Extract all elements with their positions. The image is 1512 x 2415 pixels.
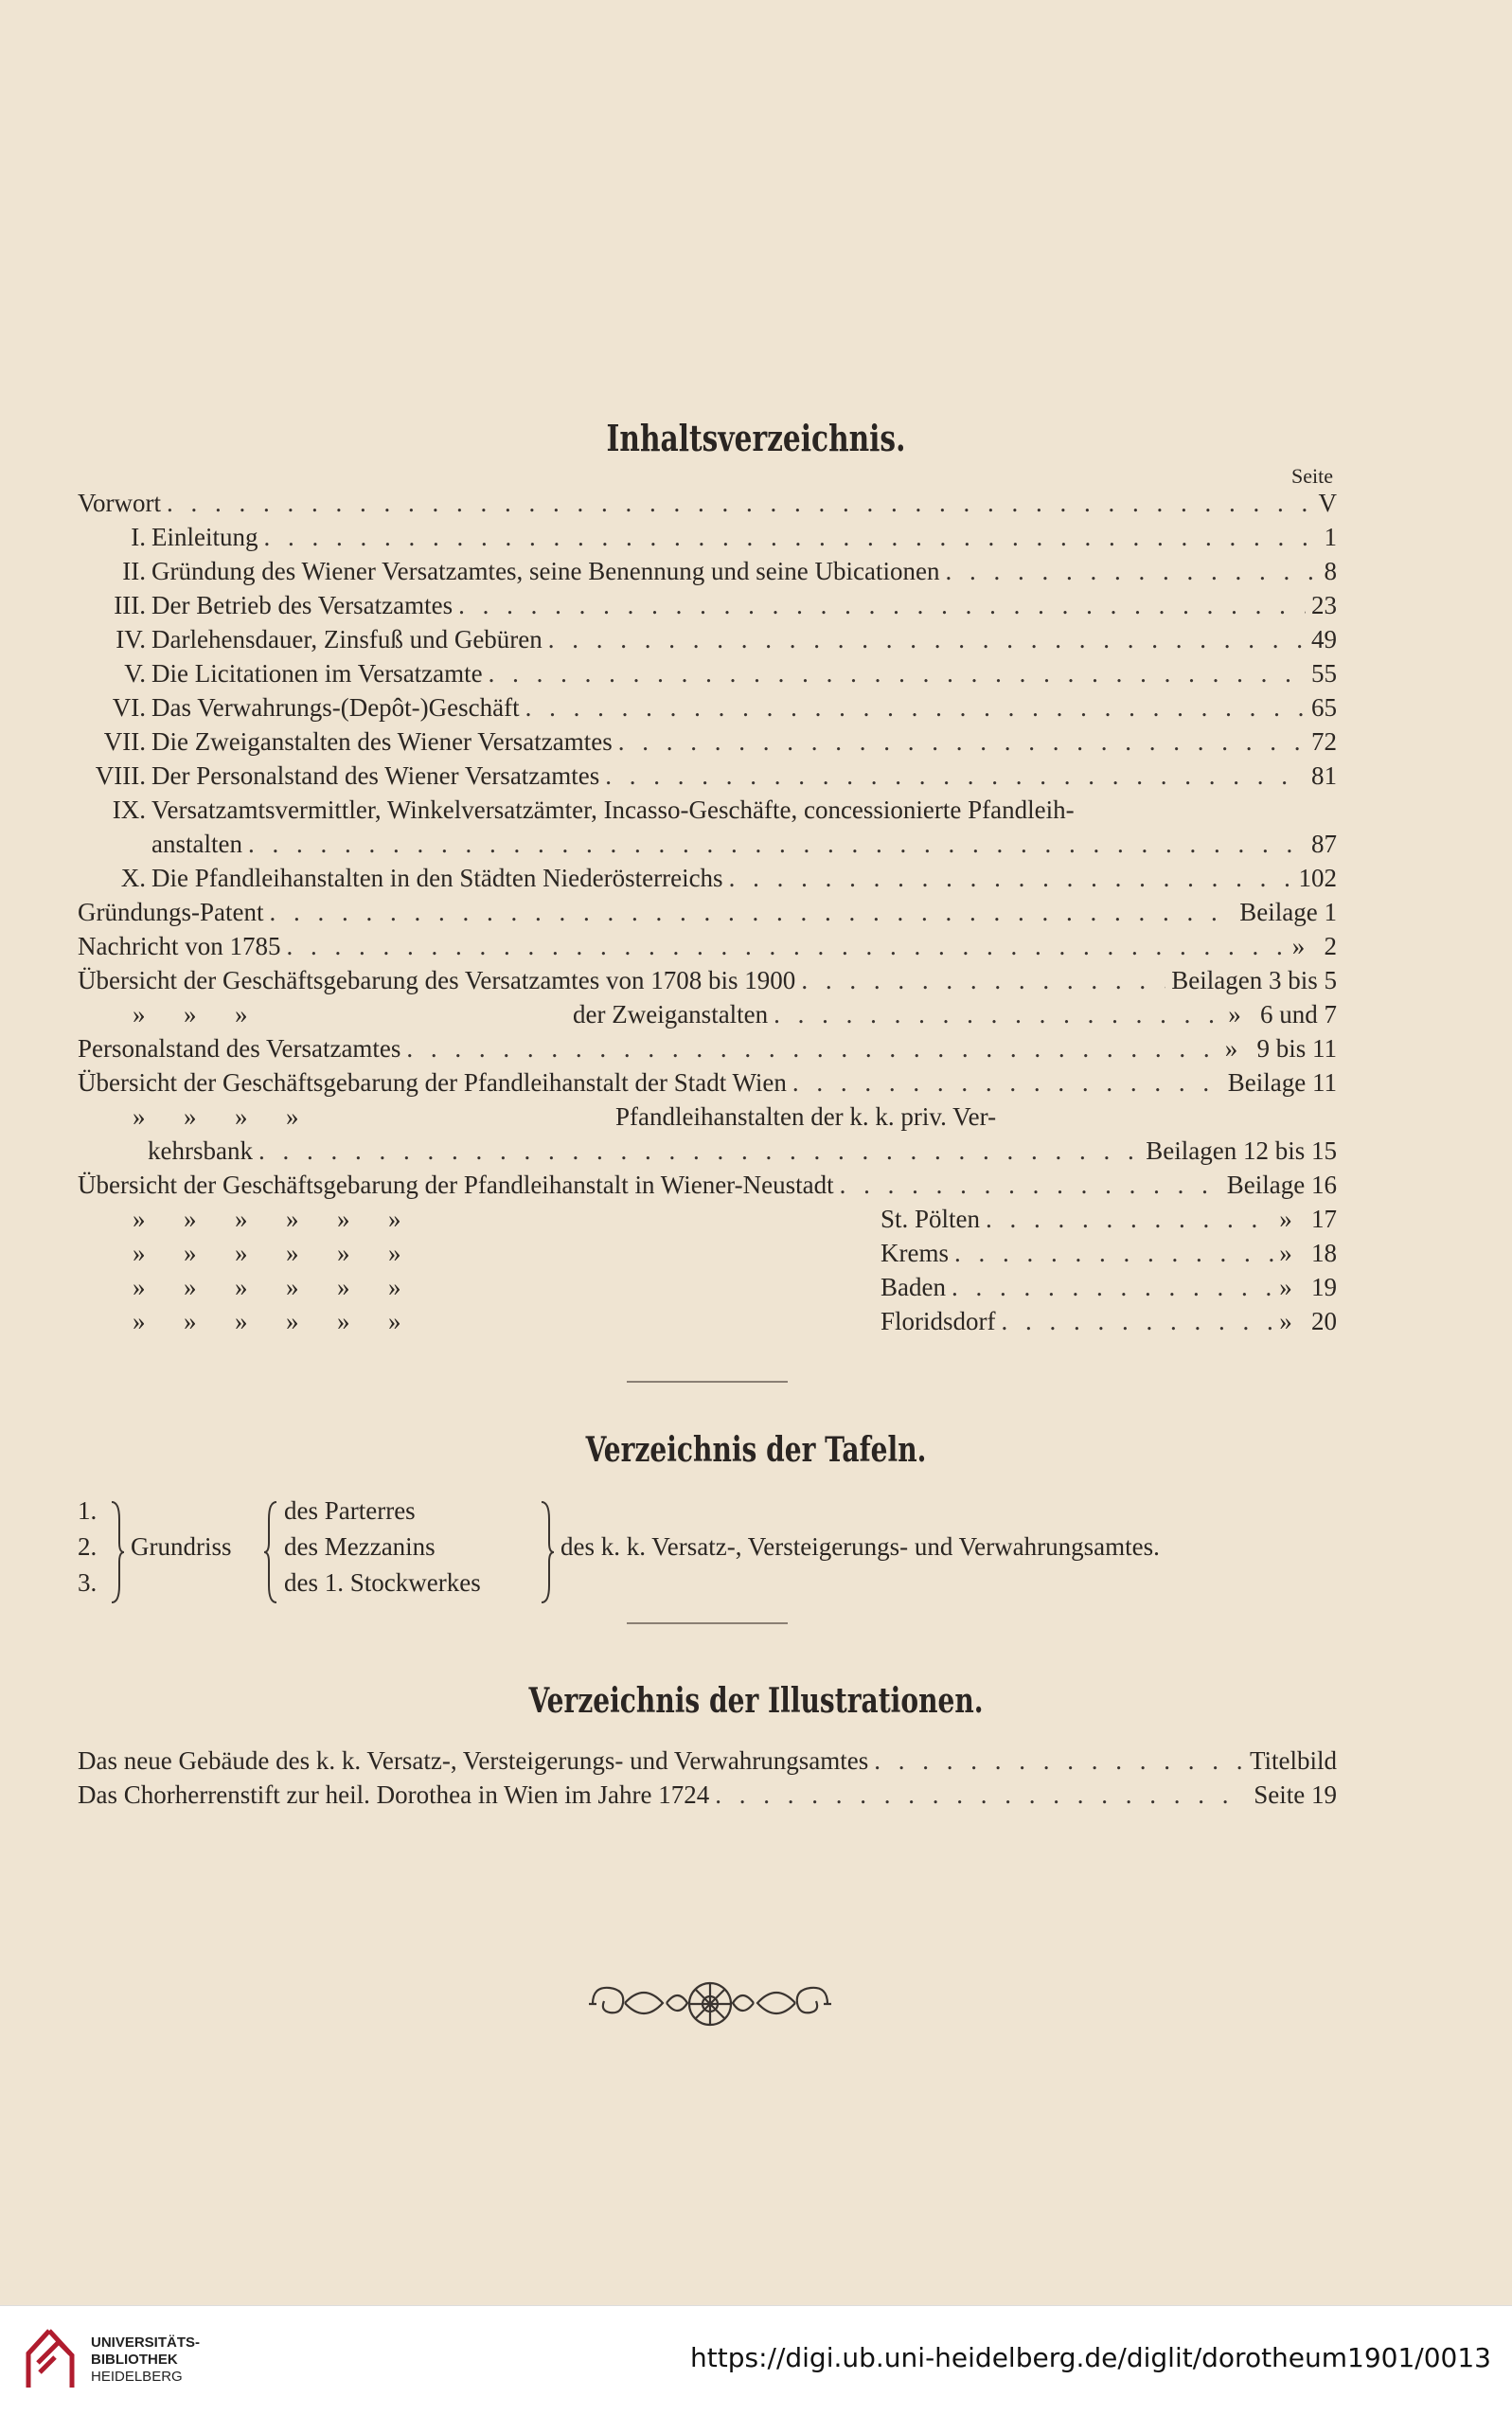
plates-list	[78, 1496, 1337, 1610]
appendix-ref: Beilagen	[1171, 966, 1263, 994]
appendix-page: 2	[1324, 932, 1337, 960]
toc-entry-text: Der Personalstand des Wiener Versatzamtes	[151, 761, 600, 790]
floor-name: des Parterres	[284, 1496, 416, 1525]
left-brace-icon	[263, 1500, 278, 1604]
ditto-marks: » » » » » »	[133, 1307, 401, 1335]
toc-entry-page: 8	[1324, 557, 1337, 585]
ornament-icon	[587, 1975, 833, 2033]
illustrations-list	[78, 1746, 1337, 1815]
floor-name: des Mezzanins	[284, 1532, 436, 1561]
appendix-page: 12 bis 15	[1242, 1136, 1337, 1165]
toc-entry-text: Die Licitationen im Versatzamte	[151, 659, 483, 688]
appendix-entry	[78, 1068, 1337, 1102]
library-name-line: HEIDELBERG	[91, 2369, 183, 2385]
dot-leader	[954, 1239, 1273, 1268]
chapter-number: VII.	[103, 727, 146, 756]
toc-entry-text: Der Betrieb des Versatzamtes	[151, 591, 454, 619]
toc-entry	[78, 796, 1337, 830]
plate-number: 3.	[78, 1568, 98, 1597]
chapter-number: X.	[120, 864, 146, 892]
dot-leader	[525, 693, 1306, 723]
floor-list	[284, 1496, 481, 1604]
library-logo-icon	[21, 2325, 78, 2393]
illustration-page: Titelbild	[1249, 1746, 1337, 1775]
illustration-entry	[78, 1746, 1337, 1780]
toc-entry	[78, 489, 1337, 523]
appendix-text: Nachricht von 1785	[78, 932, 281, 960]
floor-plan-label: Grundriss	[131, 1532, 232, 1561]
appendix-entry	[78, 1102, 1337, 1136]
section-divider	[627, 1381, 788, 1383]
toc-entry-text: Die Pfandleihanstalten in den Städten Niederösterreichs	[151, 864, 723, 892]
toc-entry	[78, 761, 1337, 796]
dot-leader	[792, 1068, 1222, 1098]
chapter-number: VIII.	[95, 761, 146, 790]
library-name-line: BIBLIOTHEK	[91, 2352, 178, 2368]
table-of-contents	[78, 489, 1337, 1341]
dot-leader	[801, 966, 1165, 995]
appendix-ref: »	[1279, 1273, 1292, 1301]
library-name-line: UNIVERSITÄTS-	[91, 2334, 201, 2351]
appendix-ref: »	[1291, 932, 1306, 960]
appendix-text: kehrsbank	[148, 1136, 253, 1165]
dot-leader	[618, 727, 1306, 757]
appendix-text: Pfandleihanstalten der k. k. priv. Ver-	[615, 1102, 997, 1131]
appendix-ref: Beilagen	[1146, 1136, 1237, 1165]
toc-entry-text: Einleitung	[151, 523, 258, 551]
dot-leader	[406, 1034, 1218, 1064]
appendix-ref: »	[1224, 1034, 1238, 1063]
toc-entry-text: Die Zweiganstalten des Wiener Versatzamtes	[151, 727, 613, 756]
library-name	[91, 2334, 200, 2386]
toc-entry-page: V	[1318, 489, 1337, 517]
right-brace-icon	[540, 1500, 555, 1604]
appendix-text: Krems	[881, 1239, 949, 1267]
dot-leader	[874, 1746, 1244, 1776]
appendix-entry	[78, 1239, 1337, 1273]
appendix-text: Übersicht der Geschäftsgebarung der Pfandleihanstalt der Stadt Wien	[78, 1068, 787, 1097]
dot-leader	[458, 591, 1306, 620]
appendix-text: Personalstand des Versatzamtes	[78, 1034, 401, 1063]
illustration-entry	[78, 1780, 1337, 1815]
appendix-entry-continuation	[78, 1136, 1337, 1171]
toc-entry-text: Gründung des Wiener Versatzamtes, seine Benennung und seine Ubicationen	[151, 557, 940, 585]
appendix-entry	[78, 1171, 1337, 1205]
toc-entry-text: Darlehensdauer, Zinsfuß und Gebüren	[151, 625, 543, 653]
appendix-entry	[78, 932, 1337, 966]
dot-leader	[605, 761, 1306, 791]
illustrations-title: Verzeichnis der Illustrationen.	[528, 1681, 984, 1721]
dot-leader	[167, 489, 1312, 518]
toc-entry	[78, 523, 1337, 557]
toc-entry-text: Vorwort	[78, 489, 162, 517]
dot-leader	[263, 523, 1318, 552]
appendix-page: 20	[1311, 1307, 1337, 1335]
dot-leader	[952, 1273, 1273, 1302]
plates-title: Verzeichnis der Tafeln.	[585, 1430, 927, 1470]
appendix-entry	[78, 1273, 1337, 1307]
dot-leader	[286, 932, 1286, 961]
illustration-text: Das neue Gebäude des k. k. Versatz-, Versteigerungs- und Verwahrungsamtes	[78, 1746, 869, 1775]
appendix-entry	[78, 1000, 1337, 1034]
illustration-text: Das Chorherrenstift zur heil. Dorothea in Wien im Jahre 1724	[78, 1780, 710, 1809]
chapter-number: VI.	[112, 693, 146, 722]
dot-leader	[248, 830, 1306, 859]
chapter-number: V.	[124, 659, 146, 688]
toc-entry-text: anstalten	[151, 830, 242, 858]
appendix-ref: »	[1279, 1307, 1292, 1335]
appendix-entry	[78, 898, 1337, 932]
library-footer	[0, 2305, 1512, 2415]
appendix-ref: Beilage	[1227, 1068, 1307, 1097]
appendix-entry	[78, 1034, 1337, 1068]
ditto-marks: » » » »	[133, 1102, 299, 1131]
toc-entry	[78, 864, 1337, 898]
appendix-text: Baden	[881, 1273, 946, 1301]
appendix-ref: »	[1279, 1239, 1292, 1267]
appendix-text: Gründungs-Patent	[78, 898, 264, 926]
ditto-marks: » » » » » »	[133, 1273, 401, 1301]
dot-leader	[258, 1136, 1140, 1166]
ditto-marks: » » »	[133, 1000, 248, 1029]
appendix-ref: »	[1279, 1205, 1292, 1233]
toc-entry-page: 72	[1311, 727, 1337, 756]
toc-entry	[78, 557, 1337, 591]
illustration-page: Seite 19	[1254, 1780, 1337, 1809]
dot-leader	[715, 1780, 1248, 1810]
section-divider	[627, 1622, 788, 1624]
toc-entry-text: Versatzamtsvermittler, Winkelversatzämter, Incasso-Geschäfte, concessionierte Pfandleih-	[151, 796, 1075, 824]
appendix-text: Übersicht der Geschäftsgebarung der Pfandleihanstalt in Wiener-Neustadt	[78, 1171, 834, 1199]
chapter-number: IX.	[112, 796, 146, 824]
toc-entry-text: Das Verwahrungs-(Depôt-)Geschäft	[151, 693, 520, 722]
toc-entry-continuation	[78, 830, 1337, 864]
appendix-page: 6 und 7	[1260, 1000, 1337, 1029]
toc-entry	[78, 591, 1337, 625]
toc-entry	[78, 693, 1337, 727]
toc-entry-page: 55	[1311, 659, 1337, 688]
chapter-number: IV.	[116, 625, 146, 653]
permalink-url[interactable]: https://digi.ub.uni-heidelberg.de/diglit/dorotheum1901/0013	[690, 2342, 1491, 2373]
toc-entry-page: 87	[1311, 830, 1337, 858]
ditto-marks: » » » » » »	[133, 1205, 401, 1233]
appendix-ref: Beilage	[1239, 898, 1318, 926]
appendix-entry	[78, 1307, 1337, 1341]
appendix-page: 16	[1311, 1171, 1337, 1199]
plate-number: 1.	[78, 1496, 98, 1525]
appendix-page: 19	[1311, 1273, 1337, 1301]
dot-leader	[1002, 1307, 1274, 1336]
toc-entry-page: 65	[1311, 693, 1337, 722]
dot-leader	[548, 625, 1306, 654]
chapter-number: I.	[131, 523, 146, 551]
chapter-number: II.	[122, 557, 146, 585]
floor-name: des 1. Stockwerkes	[284, 1568, 481, 1597]
appendix-page: 18	[1311, 1239, 1337, 1267]
toc-title: Inhaltsverzeichnis.	[606, 417, 906, 459]
dot-leader	[489, 659, 1306, 689]
toc-entry	[78, 625, 1337, 659]
ditto-marks: » » » » » »	[133, 1239, 401, 1267]
appendix-text: Floridsdorf	[881, 1307, 996, 1335]
toc-entry	[78, 659, 1337, 693]
dot-leader	[269, 898, 1234, 927]
toc-entry-page: 102	[1298, 864, 1337, 892]
appendix-text: St. Pölten	[881, 1205, 981, 1233]
page-column-label: Seite	[1291, 464, 1333, 488]
toc-entry-page: 81	[1311, 761, 1337, 790]
appendix-ref: »	[1228, 1000, 1241, 1029]
dot-leader	[945, 557, 1318, 586]
toc-entry-page: 1	[1324, 523, 1337, 551]
dot-leader	[774, 1000, 1222, 1029]
appendix-ref: Beilage	[1226, 1171, 1306, 1199]
appendix-page: 11	[1312, 1068, 1337, 1097]
plate-number: 2.	[78, 1532, 98, 1561]
appendix-page: 17	[1311, 1205, 1337, 1233]
appendix-entry	[78, 1205, 1337, 1239]
chapter-number: III.	[114, 591, 146, 619]
appendix-text: der Zweiganstalten	[573, 1000, 769, 1029]
appendix-entry	[78, 966, 1337, 1000]
dot-leader	[840, 1171, 1221, 1200]
toc-entry	[78, 727, 1337, 761]
appendix-text: Übersicht der Geschäftsgebarung des Versatzamtes von 1708 bis 1900	[78, 966, 796, 994]
appendix-page: 9 bis 11	[1256, 1034, 1337, 1063]
dot-leader	[986, 1205, 1273, 1234]
toc-entry-page: 49	[1311, 625, 1337, 653]
toc-entry-page: 23	[1311, 591, 1337, 619]
right-brace-icon	[110, 1500, 125, 1604]
appendix-page: 3 bis 5	[1268, 966, 1337, 994]
plates-description: des k. k. Versatz-, Versteigerungs- und Verwahrungsamtes.	[560, 1532, 1160, 1561]
appendix-page: 1	[1324, 898, 1337, 926]
dot-leader	[729, 864, 1293, 893]
